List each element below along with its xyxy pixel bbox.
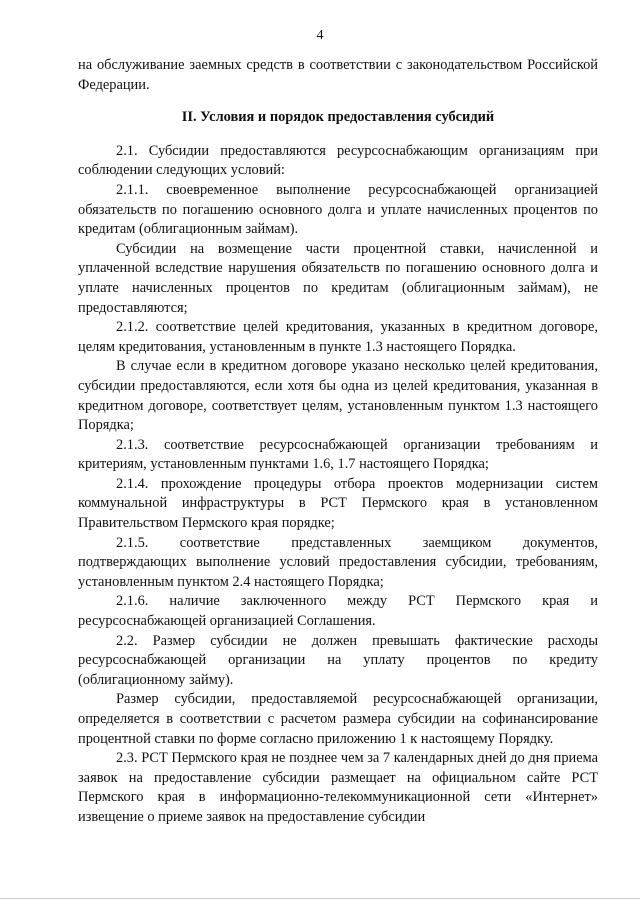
page-edge-divider (0, 898, 640, 899)
paragraph-multiple-goals: В случае если в кредитном договоре указано несколько целей кредитования, субсидии предоставляются, если хотя бы одна из целей кредитования, указанная в кредитном договоре, соответствует целям, установленным пунктом 1.3 настоящего Порядка; (78, 358, 598, 434)
paragraph-2-1-1: 2.1.1. своевременное выполнение ресурсоснабжающей организацией обязательств по погашению основного долга и уплате начисленных процентов по кредитам (облигационным займам). (78, 181, 598, 238)
page-number: 4 (316, 28, 324, 43)
document-body (78, 56, 598, 828)
paragraph-2-1-2: 2.1.2. соответствие целей кредитования, указанных в кредитном договоре, целям кредитования, установленным в пункте 1.3 настоящего Порядка. (78, 319, 598, 355)
paragraph-subsidy-size: Размер субсидии, предоставляемой ресурсоснабжающей организации, определяется в соответствии с расчетом размера субсидии на софинансирование процентной ставки по форме согласно приложению 1 к настоящему Порядку. (78, 691, 598, 747)
paragraph-2-1-5: 2.1.5. соответствие представленных заемщиком документов, подтверждающих выполнение условий предоставления субсидии, требованиям, установленным пунктом 2.4 настоящего Порядка; (78, 534, 598, 590)
paragraph-continuation: на обслуживание заемных средств в соответствии с законодательством Российской Федерации. (78, 57, 598, 93)
paragraph-2-2: 2.2. Размер субсидии не должен превышать фактические расходы ресурсоснабжающей организации на уплату процентов по кредиту (облигационному займу). (78, 632, 598, 688)
paragraph-subsidy-exclusion: Субсидии на возмещение части процентной ставки, начисленной и уплаченной вследствие нарушения обязательств по погашению основного долга и уплате начисленных процентов по кредитам (облигационным займам), не предоставляются; (78, 240, 598, 316)
paragraph-2-1-3: 2.1.3. соответствие ресурсоснабжающей организации требованиям и критериям, установленным пунктами 1.6, 1.7 настоящего Порядка; (78, 436, 598, 473)
paragraph-2-3: 2.3. РСТ Пермского края не позднее чем за 7 календарных дней до дня приема заявок на предоставление субсидии размещает на официальном сайте РСТ Пермского края в информационно-телекоммуникационной сети «Интернет» извещение о приеме заявок на предоставление субсидии (78, 750, 598, 825)
section-heading: II. Условия и порядок предоставления субсидий (181, 109, 495, 126)
paragraph-2-1-6: 2.1.6. наличие заключенного между РСТ Пермского края и ресурсоснабжающей организацией Соглашения. (78, 593, 598, 630)
paragraph-2-1-4: 2.1.4. прохождение процедуры отбора проектов модернизации систем коммунальной инфраструктуры в РСТ Пермского края в установленном Правительством Пермского края порядке; (78, 475, 598, 532)
paragraph-2-1: 2.1. Субсидии предоставляются ресурсоснабжающим организациям при соблюдении следующих условий: (78, 142, 598, 179)
